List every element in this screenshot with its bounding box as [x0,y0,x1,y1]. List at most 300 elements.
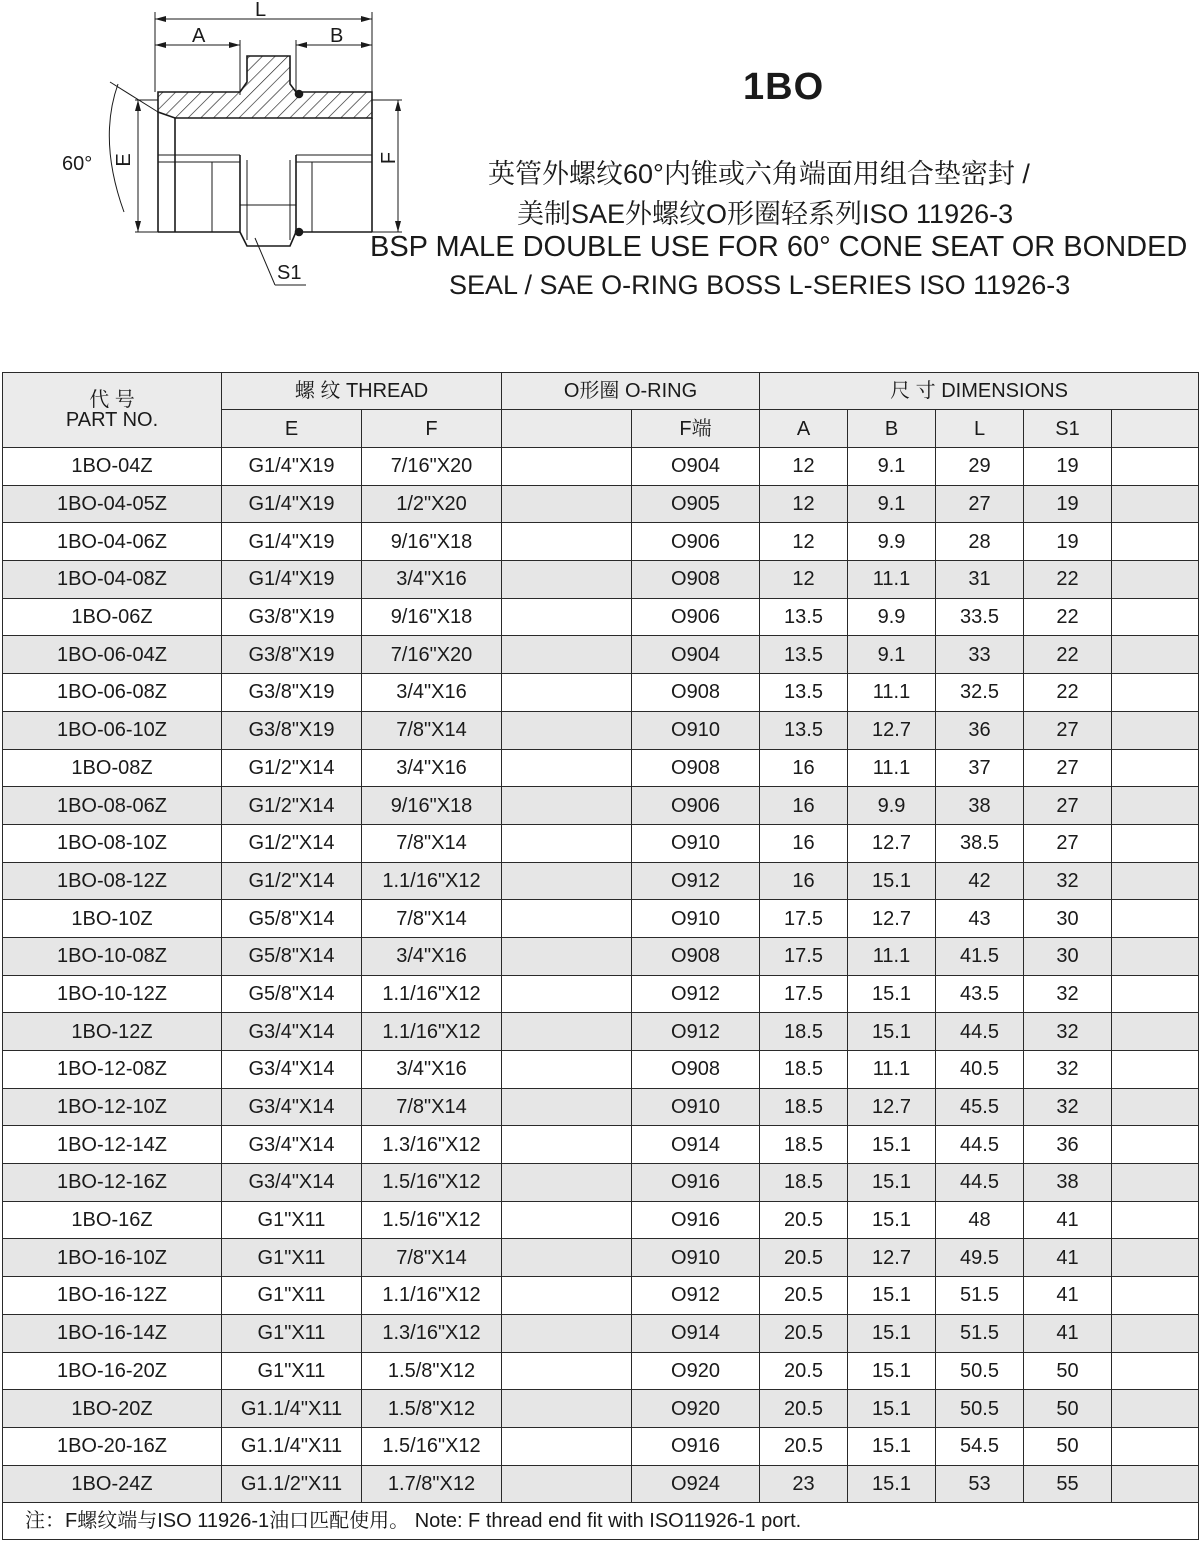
table-row [3,1013,1199,1051]
title-chinese-line-1: 英管外螺纹60°内锥或六角端面用组合垫密封 / [488,159,1030,189]
blank-cell [502,1314,632,1352]
thread-e-cell: G1"X11 [222,1314,362,1352]
thread-f-cell: 7/8"X14 [362,900,502,938]
dim-s1-cell: 32 [1024,975,1112,1013]
title-english-line-1: BSP MALE DOUBLE USE FOR 60° CONE SEAT OR BONDED [370,231,1188,263]
part-no-cell: 1BO-12-14Z [3,1126,222,1164]
part-no-cell: 1BO-20Z [3,1390,222,1428]
blank-header [1112,410,1199,448]
table-row [3,749,1199,787]
dim-a-cell: 23 [760,1465,848,1503]
part-no-cell: 1BO-12-16Z [3,1164,222,1202]
blank-cell [1112,1088,1199,1126]
dim-a-cell: 18.5 [760,1126,848,1164]
dim-b-cell: 9.9 [848,523,936,561]
part-no-cell: 1BO-06-04Z [3,636,222,674]
blank-cell [1112,1239,1199,1277]
oring-header: O形圈 O-RING [502,373,760,410]
thread-e-cell: G1/4"X19 [222,523,362,561]
blank-cell [502,1465,632,1503]
oring-f-end-cell: O908 [632,561,760,599]
table-row [3,1390,1199,1428]
dim-s1-cell: 30 [1024,937,1112,975]
table-row [3,787,1199,825]
dim-s1-cell: 30 [1024,900,1112,938]
thread-e-cell: G3/4"X14 [222,1051,362,1089]
blank-cell [502,711,632,749]
footnote-row [3,1503,1199,1540]
blank-cell [502,1277,632,1315]
dim-a-cell: 13.5 [760,711,848,749]
dim-s1-cell: 32 [1024,1051,1112,1089]
blank-cell [1112,1201,1199,1239]
blank-cell [502,1088,632,1126]
oring-f-end-cell: O904 [632,448,760,486]
blank-cell [1112,1314,1199,1352]
dim-b-cell: 11.1 [848,749,936,787]
dim-l-cell: 43 [936,900,1024,938]
s1-header: S1 [1024,410,1112,448]
dim-b-cell: 15.1 [848,1427,936,1465]
blank-cell [502,900,632,938]
dim-b-cell: 9.1 [848,485,936,523]
oring-f-end-cell: O910 [632,824,760,862]
table-row [3,1465,1199,1503]
thread-e-cell: G1/4"X19 [222,561,362,599]
blank-cell [502,1013,632,1051]
dim-l-cell: 49.5 [936,1239,1024,1277]
blank-cell [1112,862,1199,900]
oring-f-end-cell: O910 [632,900,760,938]
dim-s1-cell: 19 [1024,448,1112,486]
thread-f-cell: 7/16"X20 [362,448,502,486]
part-no-header-cn: 代 号 [89,389,135,411]
oring-f-end-cell: O910 [632,1088,760,1126]
dim-s1-cell: 32 [1024,862,1112,900]
dim-l-cell: 28 [936,523,1024,561]
dim-a-cell: 12 [760,523,848,561]
thread-f-cell: 1.1/16"X12 [362,1013,502,1051]
dim-a-cell: 20.5 [760,1277,848,1315]
oring-f-end-cell: O906 [632,787,760,825]
b-header: B [848,410,936,448]
dim-a-cell: 13.5 [760,598,848,636]
dim-l-cell: 44.5 [936,1013,1024,1051]
part-no-cell: 1BO-16Z [3,1201,222,1239]
thread-f-cell: 7/8"X14 [362,1239,502,1277]
e-header: E [222,410,362,448]
oring-f-end-cell: O908 [632,749,760,787]
part-no-header-en: PART NO. [65,409,159,431]
thread-e-cell: G3/8"X19 [222,598,362,636]
thread-header: 螺 纹 THREAD [222,373,502,410]
dim-a-cell: 16 [760,824,848,862]
thread-e-cell: G3/8"X19 [222,636,362,674]
blank-cell [1112,1465,1199,1503]
blank-cell [502,1164,632,1202]
dim-b-cell: 15.1 [848,1277,936,1315]
blank-cell [502,1126,632,1164]
thread-f-cell: 1.5/16"X12 [362,1164,502,1202]
dim-b-cell: 11.1 [848,674,936,712]
dim-s1-cell: 27 [1024,711,1112,749]
dim-l-cell: 37 [936,749,1024,787]
thread-f-cell: 7/8"X14 [362,824,502,862]
part-no-cell: 1BO-08-10Z [3,824,222,862]
thread-f-cell: 1/2"X20 [362,485,502,523]
thread-f-cell: 3/4"X16 [362,937,502,975]
oring-f-end-cell: O908 [632,674,760,712]
dim-b-cell: 12.7 [848,1239,936,1277]
thread-f-cell: 3/4"X16 [362,749,502,787]
blank-cell [502,561,632,599]
dim-s1-cell: 27 [1024,787,1112,825]
blank-cell [1112,1427,1199,1465]
thread-e-cell: G1.1/4"X11 [222,1390,362,1428]
thread-f-cell: 1.1/16"X12 [362,975,502,1013]
a-header: A [760,410,848,448]
part-no-cell: 1BO-10Z [3,900,222,938]
dim-b-cell: 12.7 [848,900,936,938]
thread-f-cell: 1.7/8"X12 [362,1465,502,1503]
thread-f-cell: 1.1/16"X12 [362,1277,502,1315]
blank-cell [1112,636,1199,674]
thread-f-cell: 3/4"X16 [362,561,502,599]
thread-e-cell: G5/8"X14 [222,937,362,975]
dim-l-cell: 51.5 [936,1277,1024,1315]
table-row [3,523,1199,561]
blank-cell [502,523,632,561]
dim-s1-cell: 32 [1024,1013,1112,1051]
oring-f-end-cell: O908 [632,937,760,975]
dim-b-cell: 15.1 [848,1352,936,1390]
dim-b-cell: 11.1 [848,1051,936,1089]
dim-a-cell: 17.5 [760,900,848,938]
part-no-cell: 1BO-16-20Z [3,1352,222,1390]
dim-a-cell: 20.5 [760,1390,848,1428]
dim-a-cell: 16 [760,787,848,825]
table-row [3,711,1199,749]
dim-s1-cell: 27 [1024,824,1112,862]
dim-s1-cell: 27 [1024,749,1112,787]
thread-e-cell: G3/4"X14 [222,1164,362,1202]
dim-a-cell: 12 [760,561,848,599]
dim-s1-cell: 50 [1024,1352,1112,1390]
part-no-cell: 1BO-24Z [3,1465,222,1503]
dim-a-cell: 13.5 [760,636,848,674]
f-header: F [362,410,502,448]
title-chinese-line-2: 美制SAE外螺纹O形圈轻系列ISO 11926-3 [517,199,1014,229]
table-row [3,448,1199,486]
thread-e-cell: G3/4"X14 [222,1126,362,1164]
dim-l-cell: 31 [936,561,1024,599]
blank-cell [1112,1352,1199,1390]
dim-s1-cell: 19 [1024,523,1112,561]
blank-cell [502,1352,632,1390]
dim-b-cell: 12.7 [848,824,936,862]
part-no-cell: 1BO-16-10Z [3,1239,222,1277]
f-end-header: F端 [632,410,760,448]
thread-f-cell: 1.5/8"X12 [362,1352,502,1390]
dim-b-cell: 15.1 [848,1013,936,1051]
oring-f-end-cell: O916 [632,1427,760,1465]
dim-l-cell: 32.5 [936,674,1024,712]
part-no-cell: 1BO-08Z [3,749,222,787]
oring-f-end-cell: O920 [632,1352,760,1390]
dim-a-cell: 17.5 [760,975,848,1013]
dim-l-cell: 41.5 [936,937,1024,975]
table-row [3,1352,1199,1390]
dim-l-cell: 51.5 [936,1314,1024,1352]
thread-e-cell: G1/2"X14 [222,787,362,825]
dim-b-cell: 12.7 [848,711,936,749]
dim-a-cell: 20.5 [760,1239,848,1277]
dim-b-cell: 15.1 [848,1164,936,1202]
oring-f-end-cell: O914 [632,1126,760,1164]
thread-f-cell: 3/4"X16 [362,674,502,712]
dim-a-cell: 20.5 [760,1201,848,1239]
thread-e-cell: G1.1/4"X11 [222,1427,362,1465]
blank-cell [1112,749,1199,787]
dim-l-cell: 29 [936,448,1024,486]
part-no-cell: 1BO-12-08Z [3,1051,222,1089]
thread-f-cell: 9/16"X18 [362,598,502,636]
blank-header [502,410,632,448]
part-no-cell: 1BO-06-08Z [3,674,222,712]
dim-a-cell: 17.5 [760,937,848,975]
dim-a-cell: 12 [760,448,848,486]
blank-cell [502,975,632,1013]
part-no-cell: 1BO-10-12Z [3,975,222,1013]
thread-f-cell: 7/8"X14 [362,1088,502,1126]
table-row [3,1427,1199,1465]
part-no-cell: 1BO-10-08Z [3,937,222,975]
blank-cell [502,636,632,674]
blank-cell [502,1239,632,1277]
oring-f-end-cell: O912 [632,862,760,900]
thread-e-cell: G1"X11 [222,1352,362,1390]
dim-l-cell: 54.5 [936,1427,1024,1465]
blank-cell [1112,824,1199,862]
oring-f-end-cell: O916 [632,1164,760,1202]
table-row [3,937,1199,975]
dim-b-cell: 12.7 [848,1088,936,1126]
table-row [3,674,1199,712]
dim-s1-cell: 55 [1024,1465,1112,1503]
blank-cell [502,598,632,636]
dim-s1-cell: 22 [1024,674,1112,712]
table-row [3,1164,1199,1202]
oring-f-end-cell: O920 [632,1390,760,1428]
oring-f-end-cell: O906 [632,598,760,636]
blank-cell [1112,787,1199,825]
dim-b-cell: 11.1 [848,937,936,975]
product-code: 1BO [743,66,825,108]
blank-cell [1112,523,1199,561]
dim-s1-cell: 41 [1024,1201,1112,1239]
blank-cell [1112,1051,1199,1089]
blank-cell [502,824,632,862]
thread-f-cell: 9/16"X18 [362,787,502,825]
blank-cell [1112,448,1199,486]
dim-a-cell: 18.5 [760,1164,848,1202]
blank-cell [502,937,632,975]
dim-l-cell: 27 [936,485,1024,523]
oring-f-end-cell: O910 [632,1239,760,1277]
part-no-cell: 1BO-08-06Z [3,787,222,825]
dim-l-cell: 43.5 [936,975,1024,1013]
thread-e-cell: G3/8"X19 [222,674,362,712]
thread-e-cell: G1"X11 [222,1239,362,1277]
dim-a-cell: 18.5 [760,1013,848,1051]
part-no-cell: 1BO-12Z [3,1013,222,1051]
l-header: L [936,410,1024,448]
blank-cell [1112,711,1199,749]
dim-s1-cell: 38 [1024,1164,1112,1202]
dim-l-cell: 38.5 [936,824,1024,862]
title-english-line-2: SEAL / SAE O-RING BOSS L-SERIES ISO 11926-3 [449,270,1071,300]
thread-f-cell: 7/8"X14 [362,711,502,749]
part-no-cell: 1BO-20-16Z [3,1427,222,1465]
part-no-cell: 1BO-04-06Z [3,523,222,561]
part-no-cell: 1BO-04-08Z [3,561,222,599]
oring-f-end-cell: O916 [632,1201,760,1239]
dim-b-cell: 15.1 [848,1201,936,1239]
thread-e-cell: G1"X11 [222,1201,362,1239]
blank-cell [502,485,632,523]
dim-b-cell: 15.1 [848,1465,936,1503]
footnote: 注：F螺纹端与ISO 11926-1油口匹配使用。 Note: F thread end fit with ISO11926-1 port. [3,1503,1199,1540]
dim-s1-cell: 36 [1024,1126,1112,1164]
dim-l-cell: 50.5 [936,1352,1024,1390]
thread-e-cell: G1"X11 [222,1277,362,1315]
dim-b-cell: 11.1 [848,561,936,599]
table-row [3,862,1199,900]
blank-cell [1112,1277,1199,1315]
blank-cell [502,448,632,486]
part-no-cell: 1BO-12-10Z [3,1088,222,1126]
dim-l-cell: 42 [936,862,1024,900]
thread-e-cell: G3/4"X14 [222,1013,362,1051]
blank-cell [1112,975,1199,1013]
part-no-header [3,373,222,448]
table-row [3,485,1199,523]
spec-table [2,372,1199,1540]
thread-e-cell: G5/8"X14 [222,975,362,1013]
blank-cell [502,787,632,825]
blank-cell [1112,1164,1199,1202]
table-row [3,1314,1199,1352]
dim-b-cell: 15.1 [848,975,936,1013]
dim-b-label: B [330,25,344,47]
thread-e-cell: G1.1/2"X11 [222,1465,362,1503]
dim-a-cell: 12 [760,485,848,523]
dim-l-label: L [255,0,267,21]
blank-cell [502,749,632,787]
table-row [3,636,1199,674]
dim-s1-cell: 50 [1024,1390,1112,1428]
fitting-drawing [0,0,430,300]
dim-l-cell: 53 [936,1465,1024,1503]
thread-f-cell: 9/16"X18 [362,523,502,561]
blank-cell [1112,674,1199,712]
thread-e-cell: G3/8"X19 [222,711,362,749]
blank-cell [1112,900,1199,938]
dim-l-cell: 38 [936,787,1024,825]
blank-cell [502,1051,632,1089]
dim-b-cell: 9.1 [848,448,936,486]
blank-cell [502,1201,632,1239]
table-row [3,975,1199,1013]
thread-e-cell: G1/2"X14 [222,824,362,862]
dim-b-cell: 9.9 [848,598,936,636]
part-no-cell: 1BO-16-14Z [3,1314,222,1352]
oring-f-end-cell: O910 [632,711,760,749]
dim-s1-cell: 41 [1024,1314,1112,1352]
thread-e-cell: G1/4"X19 [222,485,362,523]
dim-s1-cell: 19 [1024,485,1112,523]
dim-l-cell: 45.5 [936,1088,1024,1126]
dim-a-cell: 18.5 [760,1088,848,1126]
dim-f-label: F [378,151,400,165]
part-no-cell: 1BO-04Z [3,448,222,486]
thread-f-cell: 3/4"X16 [362,1051,502,1089]
part-no-cell: 1BO-06Z [3,598,222,636]
dim-b-cell: 9.9 [848,787,936,825]
part-no-cell: 1BO-16-12Z [3,1277,222,1315]
oring-f-end-cell: O924 [632,1465,760,1503]
dim-e-label: E [113,153,135,167]
dim-b-cell: 15.1 [848,1390,936,1428]
dim-l-cell: 33 [936,636,1024,674]
dim-s1-cell: 41 [1024,1239,1112,1277]
thread-f-cell: 1.1/16"X12 [362,862,502,900]
dim-s1-label: S1 [277,262,302,284]
dim-l-cell: 48 [936,1201,1024,1239]
blank-cell [1112,1126,1199,1164]
table-row [3,1201,1199,1239]
oring-f-end-cell: O912 [632,1277,760,1315]
table-row [3,598,1199,636]
dim-b-cell: 15.1 [848,1314,936,1352]
dim-l-cell: 50.5 [936,1390,1024,1428]
dim-s1-cell: 32 [1024,1088,1112,1126]
dim-a-cell: 20.5 [760,1427,848,1465]
dim-a-cell: 13.5 [760,674,848,712]
header-row-1 [3,373,1199,410]
dim-l-cell: 33.5 [936,598,1024,636]
dim-s1-cell: 22 [1024,598,1112,636]
dim-b-cell: 9.1 [848,636,936,674]
blank-cell [502,1427,632,1465]
thread-e-cell: G5/8"X14 [222,900,362,938]
table-row [3,1277,1199,1315]
dim-a-cell: 20.5 [760,1314,848,1352]
blank-cell [502,1390,632,1428]
dim-a-cell: 20.5 [760,1352,848,1390]
table-row [3,1088,1199,1126]
thread-e-cell: G3/4"X14 [222,1088,362,1126]
oring-f-end-cell: O908 [632,1051,760,1089]
thread-e-cell: G1/4"X19 [222,448,362,486]
table-row [3,1126,1199,1164]
blank-cell [502,674,632,712]
dim-b-cell: 15.1 [848,1126,936,1164]
dim-b-cell: 15.1 [848,862,936,900]
thread-f-cell: 1.3/16"X12 [362,1314,502,1352]
oring-f-end-cell: O905 [632,485,760,523]
oring-f-end-cell: O906 [632,523,760,561]
